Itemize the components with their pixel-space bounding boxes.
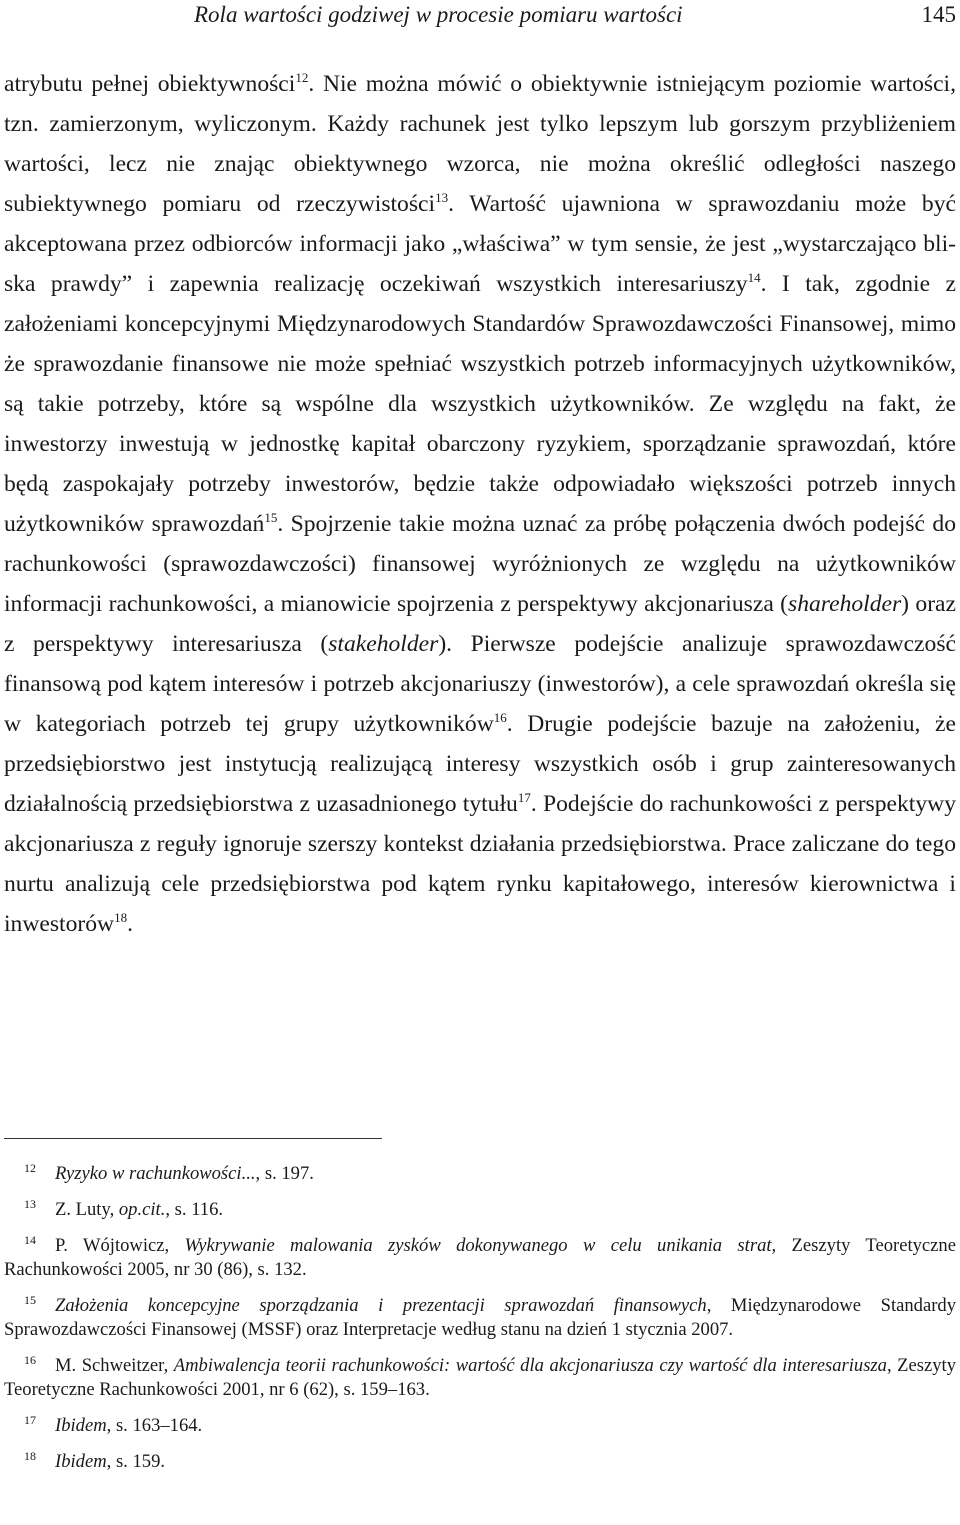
footnote-italic: Ibidem <box>55 1451 107 1472</box>
text-run: . Nie można mówić o obiektywnie istniejącym poziomie wartości, tzn. zamierzonym, wyliczonym. Każdy rachunek jest tylko lepszym lub gorszym przybliżeniem wartości, lecz nie znając obiektywnego wzorca, nie można określić odległości naszego subiektywnego pomiaru od rzeczywistości <box>4 71 957 217</box>
footnote-text: Z. Luty, <box>55 1199 119 1220</box>
footnote-ref-14: 14 <box>747 270 761 285</box>
footnote-18 <box>4 1450 956 1474</box>
footnote-ref-17: 17 <box>517 790 531 805</box>
text-run: atrybutu pełnej obiektywności <box>4 71 296 97</box>
footnote-text: , Międzynarodowe Standardy Sprawozdawczości Finansowej (MSSF) oraz Interpretacje według stanu na dzień 1 stycznia 2007. <box>4 1295 956 1340</box>
footnote-16 <box>4 1354 956 1402</box>
footnote-text: , s. 163–164. <box>106 1415 203 1436</box>
running-header <box>4 0 956 30</box>
footnote-12 <box>4 1162 956 1186</box>
text-run: . Wartość ujawniona w sprawozdaniu może być akceptowana przez odbiorców informacji jako „właściwa” w tym sensie, że jest „wystarczająco bliska prawdy” i zapewnia realizację oczekiwań wszystkich interesariuszy <box>4 191 956 297</box>
footnote-number: 13 <box>24 1197 36 1211</box>
footnote-ref-12: 12 <box>295 70 309 85</box>
page-number: 145 <box>921 2 956 27</box>
footnote-italic: op.cit. <box>118 1199 166 1220</box>
footnote-text: , Zeszyty Teoretyczne Rachunkowości 2001, nr 6 (62), s. 159–163. <box>4 1355 957 1400</box>
footnote-15 <box>4 1294 956 1342</box>
footnote-ref-13: 13 <box>435 190 449 205</box>
footnote-italic: Wykrywanie malowania zysków dokonywanego w celu unikania strat <box>184 1235 772 1256</box>
footnote-text: , Zeszyty Teoretyczne Rachunkowości 2005, nr 30 (86), s. 132. <box>4 1235 956 1280</box>
body-paragraph <box>4 64 956 944</box>
text-run: . Drugie podejście bazuje na założeniu, że przedsiębiorstwo jest instytucją realizującą interesy wszystkich osób i grup zainteresowanych działalnością przedsiębiorstwa z uzasadnionego tytułu <box>4 711 956 817</box>
footnote-number: 17 <box>24 1413 36 1427</box>
footnote-italic: Ibidem <box>55 1415 107 1436</box>
footnote-italic: Ambiwalencja teorii rachunkowości: wartość dla akcjonariusza czy wartość dla interesariusza <box>173 1355 887 1376</box>
footnote-separator <box>4 1138 382 1139</box>
body-text <box>4 64 956 944</box>
text-run: . Spojrzenie takie można uznać za próbę połączenia dwóch podejść do rachunkowości (sprawozdawczości) finansowej wyróżnionych ze względu na użytkowników informacji rachunkowości, a mianowicie spojrzenia z perspektywy akcjonariusza ( <box>4 511 956 617</box>
text-run: . <box>127 911 133 937</box>
footnote-17 <box>4 1414 956 1438</box>
text-run: . Podejście do rachunkowości z perspektywy akcjonariusza z reguły ignoruje szerszy kontekst działania przedsiębiorstwa. Prace zaliczane do tego nurtu analizują cele przedsiębiorstwa pod kątem rynku kapitałowego, interesów kierownictwa i inwestorów <box>4 791 956 937</box>
footnote-ref-18: 18 <box>114 910 128 925</box>
footnote-13 <box>4 1198 956 1222</box>
footnote-text: P. Wójtowicz, <box>55 1235 185 1256</box>
footnote-text: , s. 116. <box>165 1199 224 1220</box>
footnote-14 <box>4 1234 956 1282</box>
footnote-number: 12 <box>24 1161 36 1175</box>
text-run: ) oraz z perspektywy interesariusza ( <box>4 591 956 657</box>
footnote-text: , s. 159. <box>106 1451 166 1472</box>
footnote-ref-15: 15 <box>264 510 278 525</box>
footnote-italic: Ryzyko w rachunkowości... <box>55 1163 256 1184</box>
running-title: Rola wartości godziwej w procesie pomiaru wartości <box>194 2 683 27</box>
italic-term: shareholder <box>788 591 902 617</box>
italic-term: stakeholder <box>328 631 439 657</box>
text-run: . I tak, zgodnie z założeniami koncepcyjnymi Międzynarodowych Standardów Sprawozdawczości Finansowej, mimo że sprawozdanie finansowe nie może spełniać wszystkich potrzeb informacyjnych użytkowników, są takie potrzeby, które są wspólne dla wszystkich użytkowników. Ze względu na fakt, że inwestorzy inwestują w jednostkę kapitał obarczony ryzykiem, sporządzanie sprawozdań, które będą zaspokajały potrzeby inwestorów, będzie także odpowiadało większości potrzeb innych użytkowników sprawozdań <box>4 271 956 537</box>
footnotes <box>4 1162 956 1486</box>
footnote-number: 16 <box>24 1353 36 1367</box>
footnote-text: M. Schweitzer, <box>55 1355 174 1376</box>
text-run: ). Pierwsze podejście analizuje sprawozdawczość finansową pod kątem interesów i potrzeb akcjonariuszy (inwestorów), a cele sprawozdań określa się w kategoriach potrzeb tej grupy użytkowników <box>4 631 956 737</box>
footnote-number: 15 <box>24 1293 36 1307</box>
footnote-ref-16: 16 <box>493 710 507 725</box>
footnote-number: 18 <box>24 1449 36 1463</box>
footnote-italic: Założenia koncepcyjne sporządzania i prezentacji sprawozdań finansowych <box>55 1295 707 1316</box>
footnote-text: , s. 197. <box>255 1163 314 1184</box>
footnote-number: 14 <box>24 1233 36 1247</box>
